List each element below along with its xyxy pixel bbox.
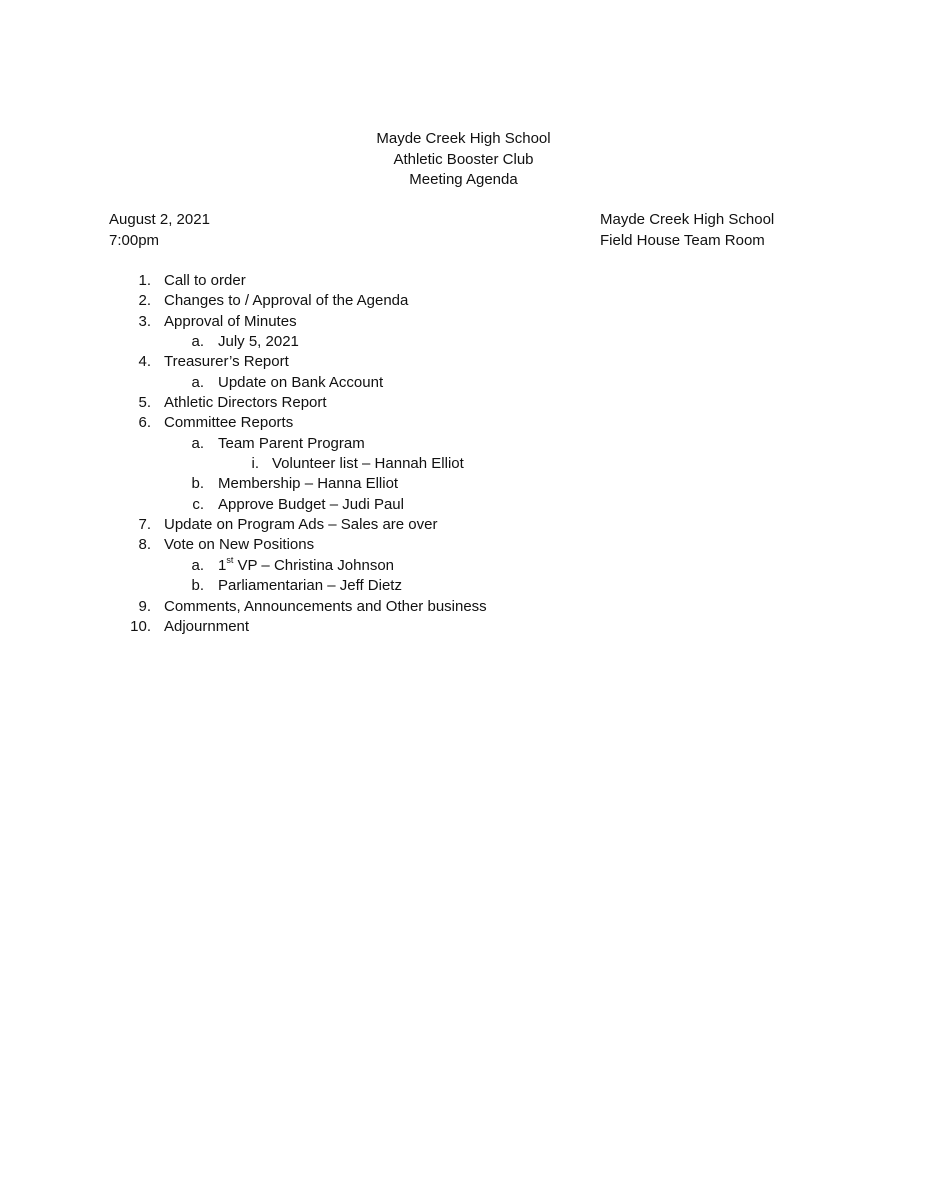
agenda-item-text: Vote on New Positions bbox=[164, 536, 315, 554]
agenda-subitem bbox=[0, 576, 927, 596]
agenda-item-text: Committee Reports bbox=[164, 414, 294, 432]
agenda-item-number: 2. bbox=[138, 292, 151, 310]
agenda-subitem-text: Parliamentarian – Jeff Dietz bbox=[218, 577, 402, 595]
meeting-date: August 2, 2021 bbox=[109, 211, 210, 228]
agenda-item bbox=[0, 535, 927, 555]
agenda-subsubitem-numeral: i. bbox=[251, 455, 259, 473]
agenda-subitem-letter: a. bbox=[191, 556, 204, 574]
agenda-item-text: Adjournment bbox=[164, 617, 250, 635]
agenda-item bbox=[0, 413, 927, 433]
agenda-item-text: Comments, Announcements and Other business bbox=[164, 597, 487, 615]
agenda-subitem-letter: a. bbox=[191, 434, 204, 452]
agenda-subsubitem bbox=[0, 454, 927, 474]
agenda-subitem bbox=[0, 332, 927, 352]
location-name: Mayde Creek High School bbox=[600, 211, 775, 228]
agenda-item-number: 3. bbox=[138, 312, 151, 330]
agenda-item-number: 10. bbox=[130, 617, 151, 635]
ordinal-number: 1 bbox=[218, 556, 227, 574]
agenda-subitem-letter: a. bbox=[191, 373, 204, 391]
agenda-subitem-letter: b. bbox=[191, 475, 204, 493]
agenda-item-text: Athletic Directors Report bbox=[164, 394, 327, 412]
agenda-subsubitem-text: Volunteer list – Hannah Elliot bbox=[272, 455, 464, 473]
agenda-item bbox=[0, 597, 927, 617]
agenda-item bbox=[0, 271, 927, 291]
agenda-item-text: Call to order bbox=[164, 272, 246, 289]
ordinal-suffix: st bbox=[226, 554, 234, 565]
agenda-subitem-letter: b. bbox=[191, 577, 204, 595]
agenda-subitem bbox=[0, 373, 927, 393]
agenda-subitem-text: Update on Bank Account bbox=[218, 373, 384, 391]
agenda-item-number: 5. bbox=[138, 394, 151, 412]
agenda-subitem-text: July 5, 2021 bbox=[218, 333, 299, 351]
agenda-item-number: 9. bbox=[138, 597, 151, 615]
agenda-subitem bbox=[0, 495, 927, 515]
agenda-item-number: 4. bbox=[138, 353, 151, 371]
agenda-item-number: 7. bbox=[138, 516, 151, 534]
agenda-item-text: Treasurer’s Report bbox=[164, 353, 289, 371]
agenda-item bbox=[0, 617, 927, 637]
agenda-item-number: 1. bbox=[138, 272, 151, 289]
agenda-subitem-text: Membership – Hanna Elliot bbox=[218, 475, 399, 493]
agenda-item bbox=[0, 352, 927, 372]
agenda-subitem-text: Approve Budget – Judi Paul bbox=[218, 495, 404, 513]
agenda-item bbox=[0, 515, 927, 535]
location-room: Field House Team Room bbox=[600, 231, 765, 249]
document-title: Meeting Agenda bbox=[409, 171, 518, 188]
document-header bbox=[0, 129, 927, 191]
agenda-item-text: Update on Program Ads – Sales are over bbox=[164, 516, 438, 534]
agenda-item bbox=[0, 312, 927, 332]
agenda-subitem-text bbox=[218, 556, 394, 576]
meeting-datetime bbox=[109, 210, 210, 251]
agenda-subitem bbox=[0, 434, 927, 454]
agenda-subitem-text: Team Parent Program bbox=[218, 434, 365, 452]
meeting-time: 7:00pm bbox=[109, 231, 160, 249]
club-name-title: Athletic Booster Club bbox=[393, 150, 534, 168]
agenda-list bbox=[0, 271, 927, 637]
meeting-location bbox=[600, 210, 774, 251]
school-name-title: Mayde Creek High School bbox=[376, 130, 551, 147]
agenda-item-text: Changes to / Approval of the Agenda bbox=[164, 292, 409, 310]
agenda-subitem-letter: c. bbox=[192, 495, 204, 513]
agenda-item-number: 6. bbox=[138, 414, 151, 432]
agenda-item-number: 8. bbox=[138, 536, 151, 554]
agenda-subitem bbox=[0, 556, 927, 576]
agenda-subitem bbox=[0, 474, 927, 494]
agenda-item-text: Approval of Minutes bbox=[164, 312, 297, 330]
agenda-item bbox=[0, 291, 927, 311]
position-title: VP – Christina Johnson bbox=[233, 556, 395, 574]
agenda-item bbox=[0, 393, 927, 413]
agenda-subitem-letter: a. bbox=[191, 333, 204, 351]
